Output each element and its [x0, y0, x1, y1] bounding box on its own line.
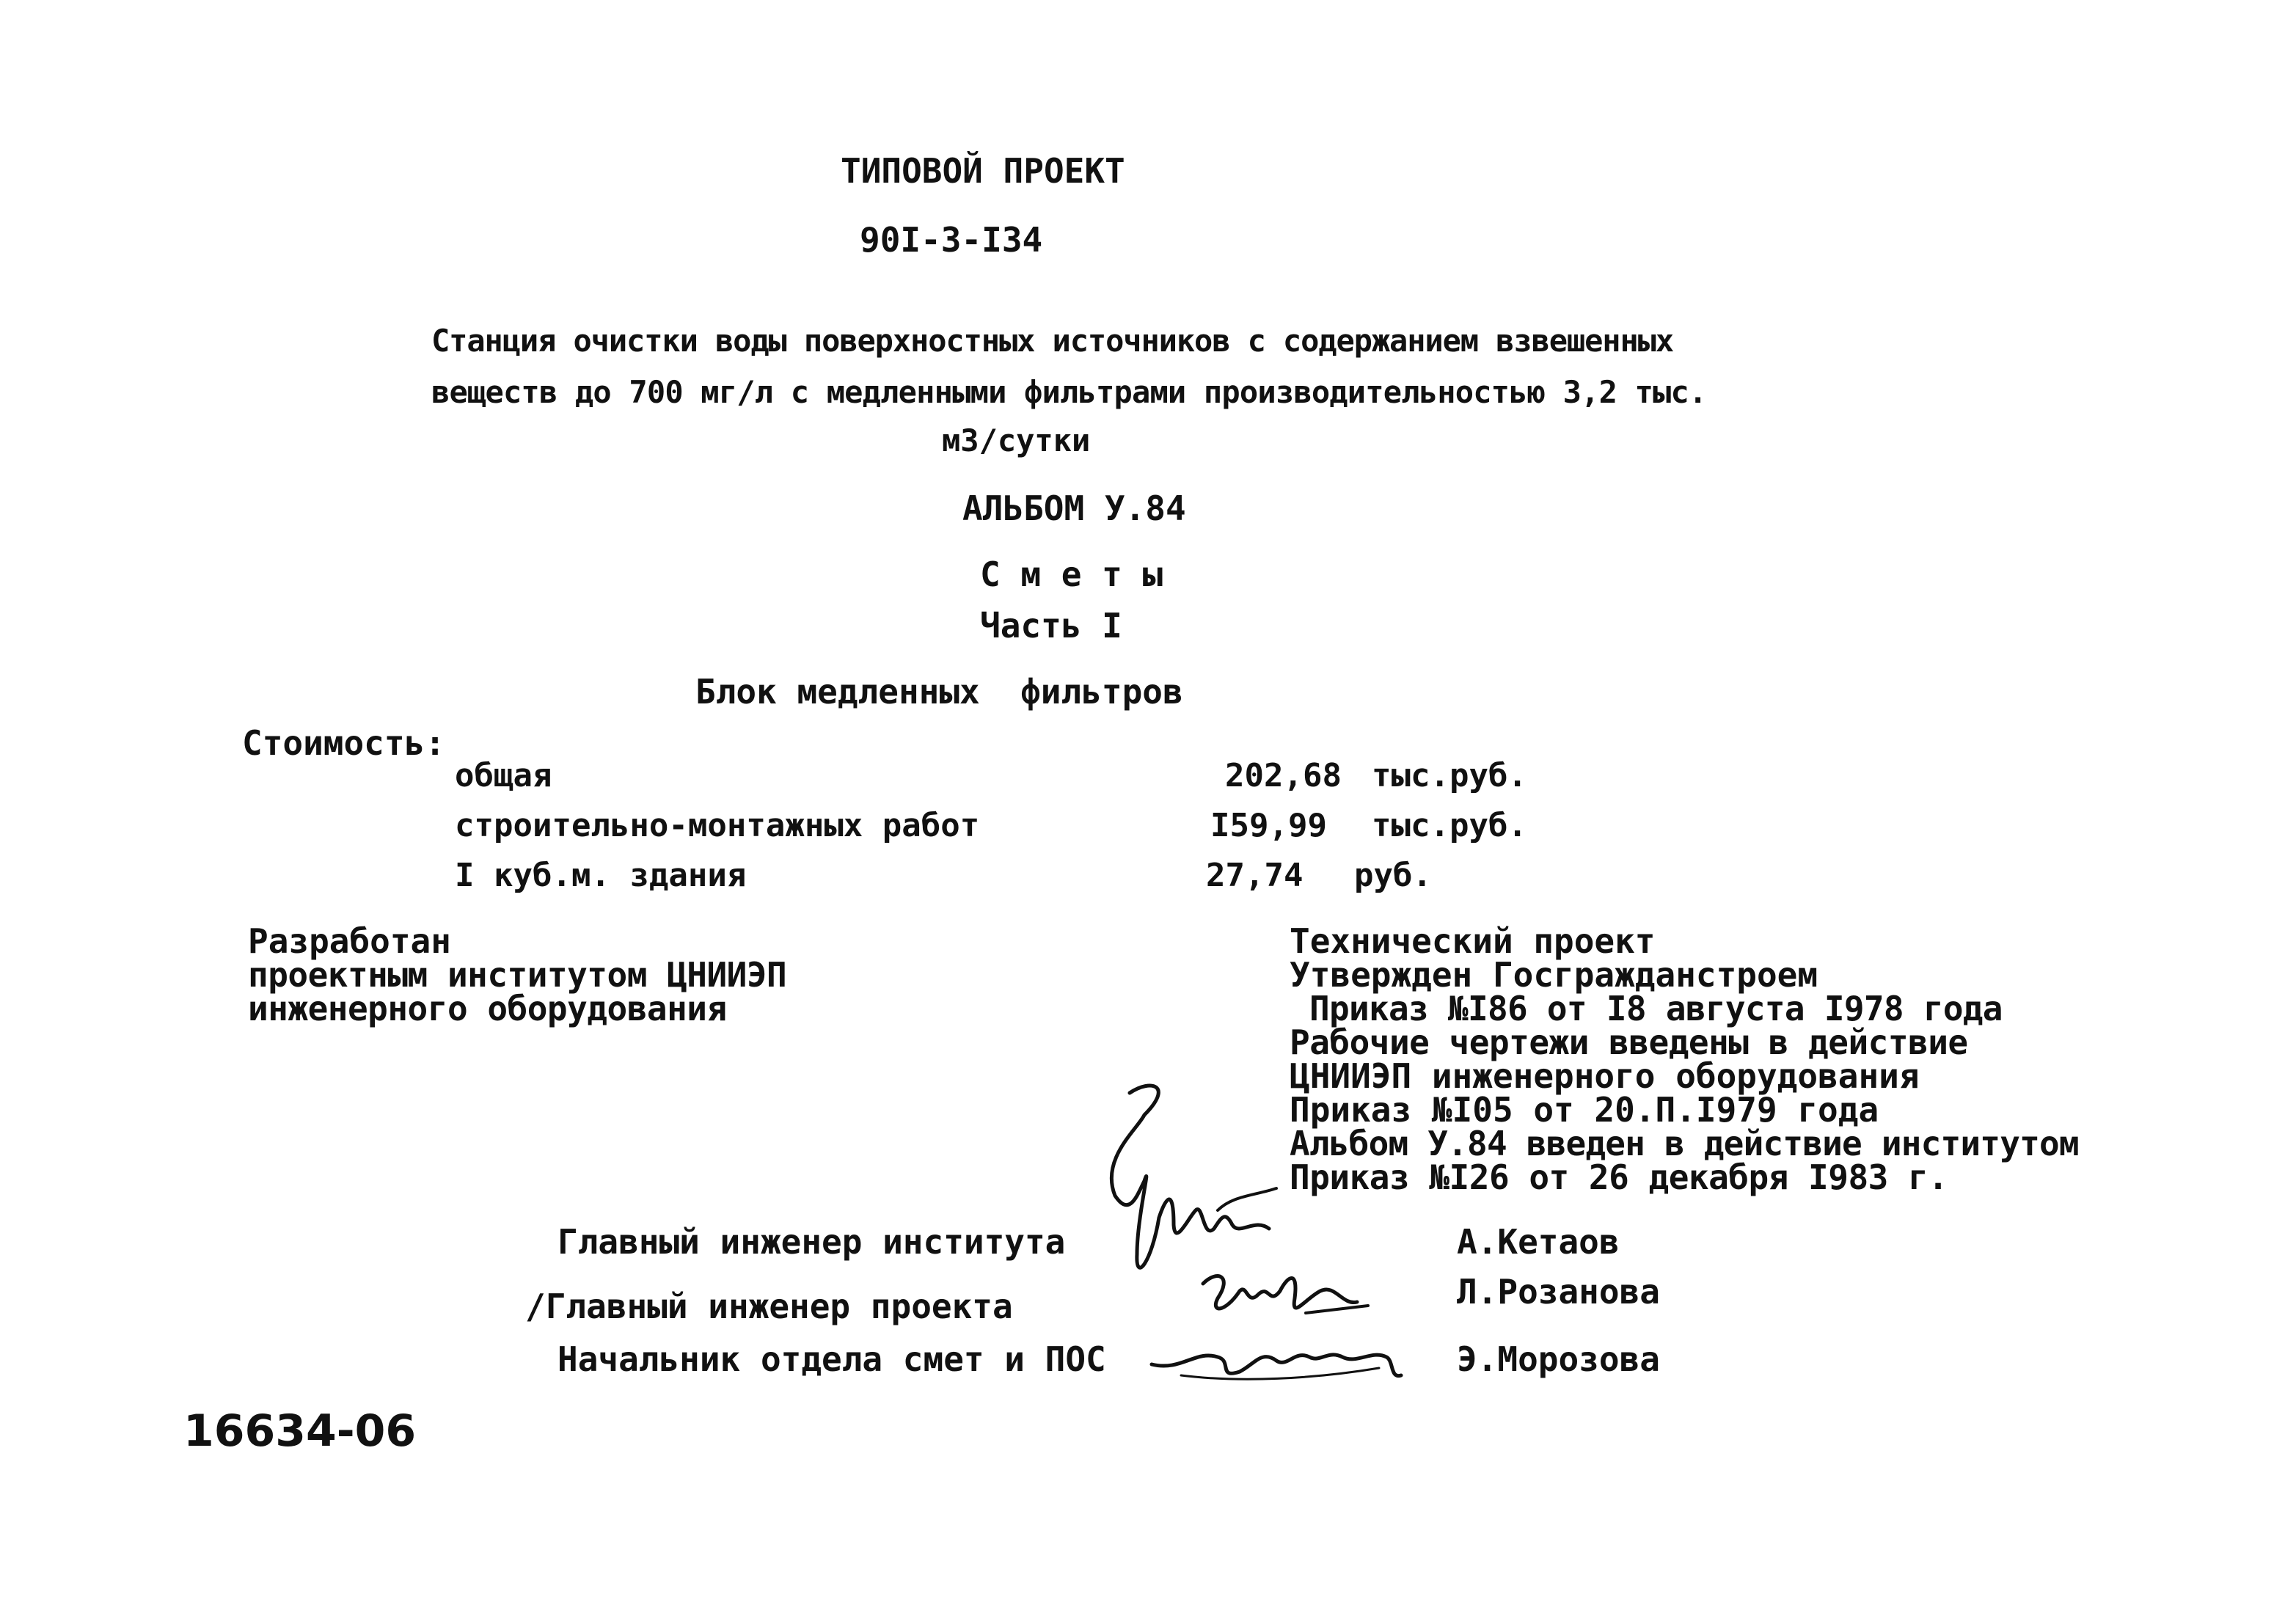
block-title: Блок медленных фильтров	[695, 672, 1183, 712]
approval-line: Приказ №I86 от I8 августа I978 года	[1290, 989, 2003, 1028]
stamp-number: 16634-06	[183, 1405, 417, 1457]
signature-role: Главный инженер института	[557, 1222, 1066, 1262]
description-line-2: веществ до 700 мг/л с медленными фильтрами производительностью 3,2 тыс.	[431, 374, 1707, 410]
cost-row-value: 202,68	[1225, 757, 1342, 794]
description-line-1: Станция очистки воды поверхностных источников с содержанием взвешенных	[431, 323, 1674, 359]
cost-row-name: строительно-монтажных работ	[455, 807, 980, 844]
cost-row-unit: тыс.руб.	[1372, 757, 1527, 794]
developer-line-3: инженерного оборудования	[248, 989, 727, 1028]
signature-head-of-estimates	[1137, 1320, 1416, 1401]
project-number: 90I-3-I34	[860, 220, 1043, 260]
signature-name: Э.Морозова	[1457, 1339, 1660, 1379]
cost-row-name: I куб.м. здания	[455, 857, 747, 894]
approval-line: Утвержден Госгражданстроем	[1290, 955, 1818, 995]
developer-line-2: проектным институтом ЦНИИЭП	[248, 955, 787, 995]
description-line-3: м3/сутки	[942, 423, 1091, 458]
signature-name: А.Кетаов	[1457, 1222, 1620, 1262]
developer-line-1: Разработан	[248, 921, 451, 961]
signature-role: /Главный инженер проекта	[525, 1287, 1013, 1326]
album-title: АЛЬБОМ У.84	[962, 489, 1186, 528]
cost-row-value: 27,74	[1206, 857, 1304, 894]
cost-row-unit: руб.	[1354, 857, 1432, 894]
cost-row-value: I59,99	[1210, 807, 1327, 844]
cost-label: Стоимость:	[242, 723, 445, 763]
type-label: ТИПОВОЙ ПРОЕКТ	[841, 151, 1125, 191]
part-title: Часть I	[980, 606, 1122, 645]
cost-row-name: общая	[455, 757, 552, 794]
section-title: С м е т ы	[980, 555, 1163, 594]
approval-line: Приказ №I26 от 26 декабря I983 г.	[1290, 1157, 1948, 1197]
signature-role: Начальник отдела смет и ПОС	[557, 1339, 1106, 1379]
approval-line: Технический проект	[1290, 921, 1656, 961]
approval-line: ЦНИИЭП инженерного оборудования	[1290, 1056, 1920, 1096]
approval-line: Приказ №I05 от 20.П.I979 года	[1290, 1090, 1879, 1130]
cost-row-unit: тыс.руб.	[1372, 807, 1527, 844]
approval-line: Альбом У.84 введен в действие институтом	[1290, 1124, 2079, 1163]
approval-line: Рабочие чертежи введены в действие	[1290, 1023, 1968, 1062]
signature-name: Л.Розанова	[1457, 1272, 1660, 1312]
